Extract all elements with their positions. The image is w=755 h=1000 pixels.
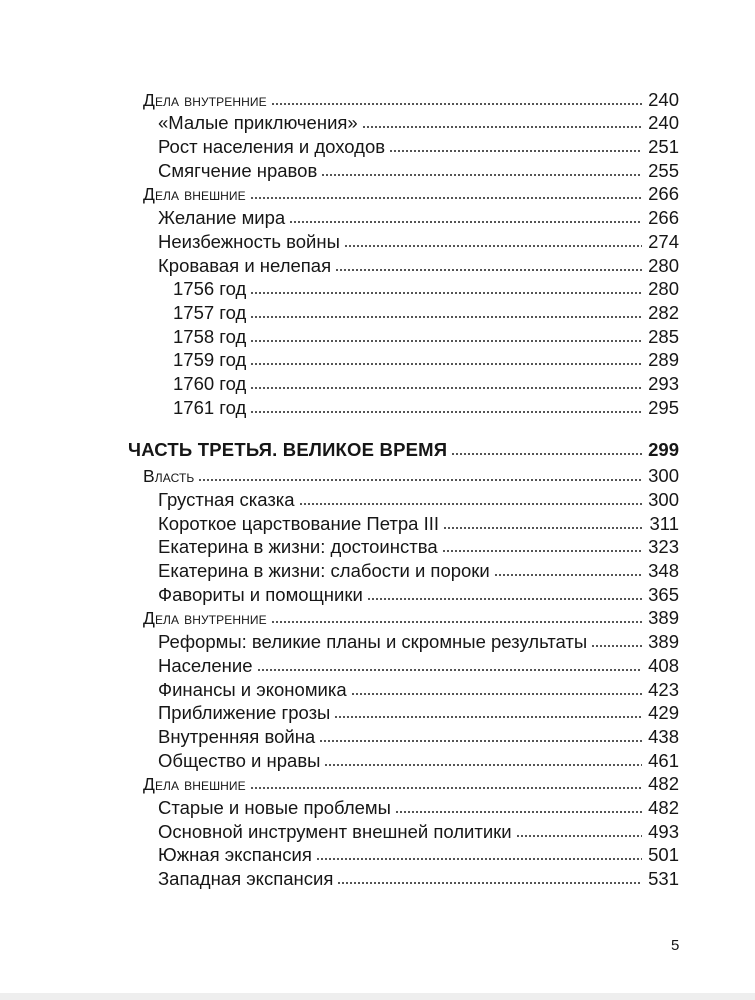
toc-entry-title: Дела внутренние xyxy=(143,608,267,629)
toc-entry-title: Дела внешние xyxy=(143,774,246,795)
toc-entry-section[interactable] xyxy=(0,771,755,795)
toc-entry-page: 251 xyxy=(648,136,679,158)
toc-entry-title: 1758 год xyxy=(173,325,247,347)
dot-leader xyxy=(250,315,642,319)
toc-entry-page: 295 xyxy=(648,396,679,418)
dot-leader xyxy=(319,739,642,743)
dot-leader xyxy=(250,386,642,390)
dot-leader xyxy=(316,857,642,861)
toc-entry-title: Старые и новые проблемы xyxy=(158,796,391,818)
toc-entry-item[interactable] xyxy=(0,747,755,771)
dot-leader xyxy=(289,220,642,224)
dot-leader xyxy=(344,244,642,248)
toc-entry-title: Екатерина в жизни: слабости и пороки xyxy=(158,560,490,582)
dot-leader xyxy=(271,620,642,624)
dot-leader xyxy=(395,810,642,814)
toc-entry-page: 501 xyxy=(648,844,679,866)
page-bottom-edge xyxy=(0,993,755,1000)
toc-entry-page: 531 xyxy=(648,868,679,889)
toc-entry-title: Внутренняя война xyxy=(158,725,316,747)
toc-entry-page: 438 xyxy=(648,725,679,747)
toc-entry-page: 240 xyxy=(648,112,679,134)
toc-entry-item[interactable] xyxy=(0,110,755,134)
dot-leader xyxy=(250,196,642,200)
toc-entry-title: 1757 год xyxy=(173,301,247,323)
toc-entry-item[interactable] xyxy=(0,486,755,510)
toc-entry-item[interactable] xyxy=(0,818,755,842)
toc-entry-item[interactable] xyxy=(0,510,755,534)
dot-leader xyxy=(451,452,642,456)
toc-entry-page: 461 xyxy=(648,749,679,771)
toc-entry-item[interactable] xyxy=(0,204,755,228)
toc-entry-item[interactable] xyxy=(0,133,755,157)
toc-entry-item[interactable] xyxy=(0,842,755,866)
toc-entry-title: 1761 год xyxy=(173,396,247,418)
dot-leader xyxy=(335,268,642,272)
toc-entry-title: Дела внутренние xyxy=(143,89,267,110)
toc-entry-section[interactable] xyxy=(0,86,755,110)
dot-leader xyxy=(334,715,642,719)
dot-leader xyxy=(516,834,642,838)
dot-leader xyxy=(442,549,642,553)
toc-entry-title: Власть xyxy=(143,466,195,487)
toc-entry-title: Фавориты и помощники xyxy=(158,583,363,605)
dot-leader xyxy=(250,291,642,295)
toc-entry-item[interactable] xyxy=(0,676,755,700)
dot-leader xyxy=(198,478,642,482)
toc-entry-item[interactable] xyxy=(0,581,755,605)
toc-entry-year[interactable] xyxy=(0,323,755,347)
toc-entry-item[interactable] xyxy=(0,628,755,652)
toc-entry-item[interactable] xyxy=(0,228,755,252)
toc-entry-page: 289 xyxy=(648,349,679,371)
toc-entry-section[interactable] xyxy=(0,605,755,629)
toc-entry-title: Рост населения и доходов xyxy=(158,136,386,158)
dot-leader xyxy=(351,692,642,696)
toc-entry-title: Екатерина в жизни: достоинства xyxy=(158,536,438,558)
toc-entry-title: Южная экспансия xyxy=(158,844,312,866)
dot-leader xyxy=(591,644,642,648)
dot-leader xyxy=(250,786,642,790)
toc-entry-section[interactable] xyxy=(0,463,755,487)
toc-entry-title: Общество и нравы xyxy=(158,749,321,771)
toc-entry-section[interactable] xyxy=(0,181,755,205)
toc-entry-page: 389 xyxy=(648,607,679,629)
dot-leader xyxy=(250,339,642,343)
toc-entry-title: Население xyxy=(158,654,253,676)
toc-entry-page: 293 xyxy=(648,372,679,394)
toc-entry-page: 282 xyxy=(648,301,679,323)
toc-entry-title: Финансы и экономика xyxy=(158,678,347,700)
toc-entry-title: Неизбежность войны xyxy=(158,230,340,252)
toc-entry-item[interactable] xyxy=(0,557,755,581)
toc-entry-title: Короткое царствование Петра III xyxy=(158,512,440,534)
toc-entry-item[interactable] xyxy=(0,157,755,181)
toc-entry-year[interactable] xyxy=(0,370,755,394)
toc-entry-title: 1756 год xyxy=(173,278,247,300)
toc-entry-page: 348 xyxy=(648,560,679,582)
toc-entry-title: Кровавая и нелепая xyxy=(158,254,332,276)
toc-entry-title: 1760 год xyxy=(173,372,247,394)
dot-leader xyxy=(337,881,642,885)
toc-entry-year[interactable] xyxy=(0,299,755,323)
toc-entry-page: 311 xyxy=(649,512,679,534)
toc-entry-item[interactable] xyxy=(0,700,755,724)
dot-leader xyxy=(250,410,642,414)
toc-entry-page: 323 xyxy=(648,536,679,558)
toc-entry-page: 389 xyxy=(648,631,679,653)
toc-entry-item[interactable] xyxy=(0,534,755,558)
toc-entry-title: Грустная сказка xyxy=(158,489,295,510)
toc-entry-part[interactable] xyxy=(0,420,755,460)
toc-entry-title: «Малые приключения» xyxy=(158,112,358,134)
toc-entry-title: Реформы: великие планы и скромные результаты xyxy=(158,631,588,653)
toc-entry-item[interactable] xyxy=(0,794,755,818)
toc-entry-title: Основной инструмент внешней политики xyxy=(158,820,512,842)
table-of-contents xyxy=(0,86,755,889)
dot-leader xyxy=(250,362,642,366)
toc-entry-item[interactable] xyxy=(0,252,755,276)
toc-entry-page: 300 xyxy=(648,489,679,510)
toc-entry-title: Желание мира xyxy=(158,207,286,229)
toc-entry-page: 274 xyxy=(648,230,679,252)
toc-entry-year[interactable] xyxy=(0,276,755,300)
dot-leader xyxy=(324,763,642,767)
toc-entry-page: 482 xyxy=(648,773,679,795)
toc-entry-page: 280 xyxy=(648,278,679,300)
toc-entry-page: 266 xyxy=(648,183,679,205)
toc-entry-page: 365 xyxy=(648,583,679,605)
toc-entry-title: 1759 год xyxy=(173,349,247,371)
toc-entry-page: 299 xyxy=(648,438,679,460)
page-number: 5 xyxy=(671,937,680,954)
dot-leader xyxy=(494,573,642,577)
toc-entry-page: 429 xyxy=(648,702,679,724)
dot-leader xyxy=(257,668,643,672)
toc-entry-title: Дела внешние xyxy=(143,184,246,205)
toc-entry-page: 280 xyxy=(648,254,679,276)
toc-entry-title: Западная экспансия xyxy=(158,868,334,889)
toc-entry-item[interactable] xyxy=(0,723,755,747)
dot-leader xyxy=(443,526,642,530)
toc-entry-year[interactable] xyxy=(0,347,755,371)
toc-entry-page: 240 xyxy=(648,88,679,110)
toc-entry-year[interactable] xyxy=(0,394,755,418)
toc-entry-title: Приближение грозы xyxy=(158,702,331,724)
toc-entry-item[interactable] xyxy=(0,865,755,889)
dot-leader xyxy=(299,502,642,506)
toc-entry-page: 255 xyxy=(648,159,679,181)
dot-leader xyxy=(362,125,642,129)
dot-leader xyxy=(389,149,642,153)
toc-entry-page: 423 xyxy=(648,678,679,700)
dot-leader xyxy=(321,173,642,177)
toc-entry-page: 285 xyxy=(648,325,679,347)
dot-leader xyxy=(367,597,642,601)
toc-entry-page: 300 xyxy=(648,465,679,487)
toc-entry-page: 408 xyxy=(648,654,679,676)
toc-entry-item[interactable] xyxy=(0,652,755,676)
toc-entry-title: Смягчение нравов xyxy=(158,159,318,181)
toc-entry-page: 266 xyxy=(648,207,679,229)
toc-entry-page: 493 xyxy=(648,820,679,842)
toc-entry-title: ЧАСТЬ ТРЕТЬЯ. ВЕЛИКОЕ ВРЕМЯ xyxy=(128,438,448,460)
dot-leader xyxy=(271,102,642,106)
toc-entry-page: 482 xyxy=(648,796,679,818)
